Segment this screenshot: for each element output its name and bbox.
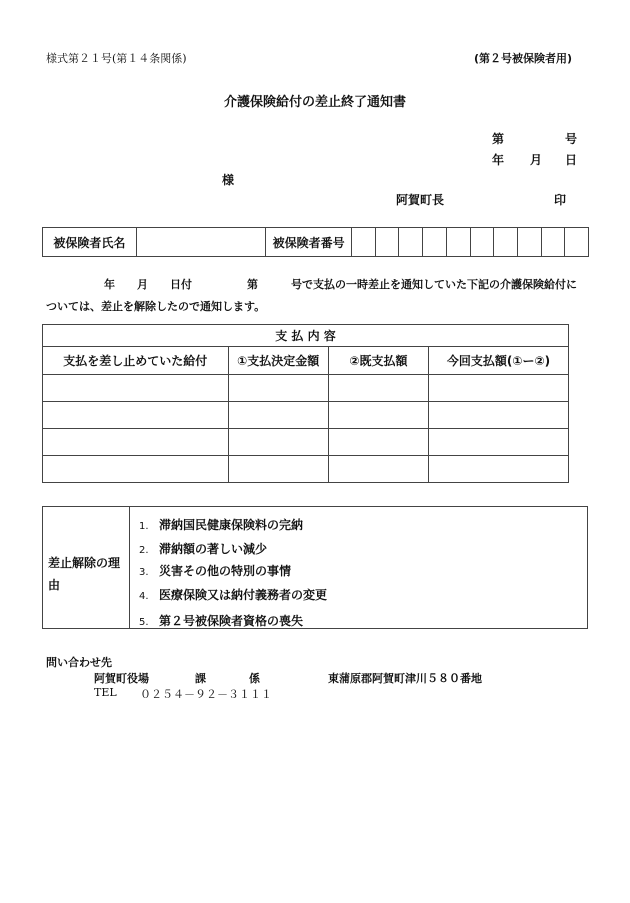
body-text-line1: 年 月 日付 第 号で支払の一時差止を通知していた下記の介護保険給付に	[104, 278, 577, 291]
payment-cell[interactable]	[429, 456, 569, 483]
contact-ka: 課	[195, 672, 206, 685]
seal-label: 印	[554, 193, 567, 207]
reason-item-text: 医療保険又は納付義務者の変更	[159, 588, 328, 602]
table-row	[43, 429, 569, 456]
payment-cell[interactable]	[328, 456, 428, 483]
payment-cell[interactable]	[429, 402, 569, 429]
insured-number-digit[interactable]	[352, 228, 376, 257]
doc-dai-label: 第	[492, 132, 505, 146]
insured-id-table	[42, 227, 589, 257]
insured-name-field[interactable]	[136, 228, 265, 257]
reason-item	[139, 562, 291, 579]
insured-number-digit[interactable]	[494, 228, 518, 257]
payment-cell[interactable]	[43, 402, 229, 429]
recipient-sama: 様	[222, 173, 235, 187]
body-text-line2: ついては、差止を解除したので通知します。	[46, 300, 266, 313]
payment-cell[interactable]	[228, 456, 328, 483]
payment-cell[interactable]	[43, 429, 229, 456]
reason-item	[139, 612, 303, 629]
reason-item	[139, 586, 327, 603]
insured-name-label: 被保険者氏名	[43, 228, 137, 257]
payment-cell[interactable]	[328, 429, 428, 456]
insured-number-digit[interactable]	[399, 228, 423, 257]
reason-item-number: 2.	[139, 545, 149, 556]
insured-number-digit[interactable]	[446, 228, 470, 257]
reason-item-text: 第２号被保険者資格の喪失	[159, 614, 304, 628]
reason-divider	[129, 507, 130, 628]
payment-cell[interactable]	[228, 429, 328, 456]
reason-item	[139, 516, 303, 533]
reason-item-text: 災害その他の特別の事情	[159, 564, 292, 578]
contact-address: 東蒲原郡阿賀町津川５８０番地	[328, 672, 482, 685]
payment-table-caption: 支 払 内 容	[43, 325, 569, 347]
payment-table	[42, 324, 569, 483]
reason-item-text: 滞納国民健康保険料の完納	[159, 518, 304, 532]
reason-item-number: 4.	[139, 591, 149, 602]
payment-cell[interactable]	[328, 402, 428, 429]
payment-cell[interactable]	[328, 375, 428, 402]
reason-item-text: 滞納額の著しい減少	[159, 542, 268, 556]
mayor-label: 阿賀町長	[396, 193, 445, 207]
contact-office: 阿賀町役場	[94, 672, 149, 685]
reason-box	[42, 506, 588, 629]
reason-label: 差止解除の理由	[48, 556, 121, 592]
payment-cell[interactable]	[228, 375, 328, 402]
payment-cell[interactable]	[429, 429, 569, 456]
payment-cell[interactable]	[429, 375, 569, 402]
date-day-label: 日	[565, 153, 578, 167]
page-title: 介護保険給付の差止終了通知書	[223, 95, 406, 110]
insured-number-digit[interactable]	[541, 228, 565, 257]
table-row	[43, 456, 569, 483]
insured-number-digit[interactable]	[375, 228, 399, 257]
contact-tel-label: TEL	[94, 686, 117, 699]
payment-col-header: ①支払決定金額	[228, 347, 328, 375]
table-row	[43, 402, 569, 429]
form-number: 様式第２１号(第１４条関係)	[46, 52, 187, 65]
contact-kakari: 係	[249, 672, 260, 685]
insured-number-digit[interactable]	[423, 228, 447, 257]
payment-cell[interactable]	[228, 402, 328, 429]
contact-tel: ０２５４－９２－３１１１	[140, 688, 272, 701]
date-month-label: 月	[530, 153, 543, 167]
table-row	[43, 375, 569, 402]
payment-cell[interactable]	[43, 456, 229, 483]
date-year-label: 年	[492, 153, 505, 167]
payment-cell[interactable]	[43, 375, 229, 402]
form-type: (第２号被保険者用)	[474, 52, 573, 65]
doc-go-label: 号	[565, 132, 578, 146]
insured-number-digit[interactable]	[565, 228, 589, 257]
payment-col-header: ②既支払額	[328, 347, 428, 375]
payment-col-header: 支払を差し止めていた給付	[43, 347, 229, 375]
reason-item-number: 3.	[139, 567, 149, 578]
contact-heading: 問い合わせ先	[46, 656, 112, 669]
payment-col-header: 今回支払額(①ー②)	[429, 347, 569, 375]
reason-item-number: 1.	[139, 521, 149, 532]
reason-item	[139, 540, 267, 557]
insured-number-digit[interactable]	[517, 228, 541, 257]
reason-item-number: 5.	[139, 617, 149, 628]
insured-number-digit[interactable]	[470, 228, 494, 257]
insured-number-label: 被保険者番号	[266, 228, 352, 257]
